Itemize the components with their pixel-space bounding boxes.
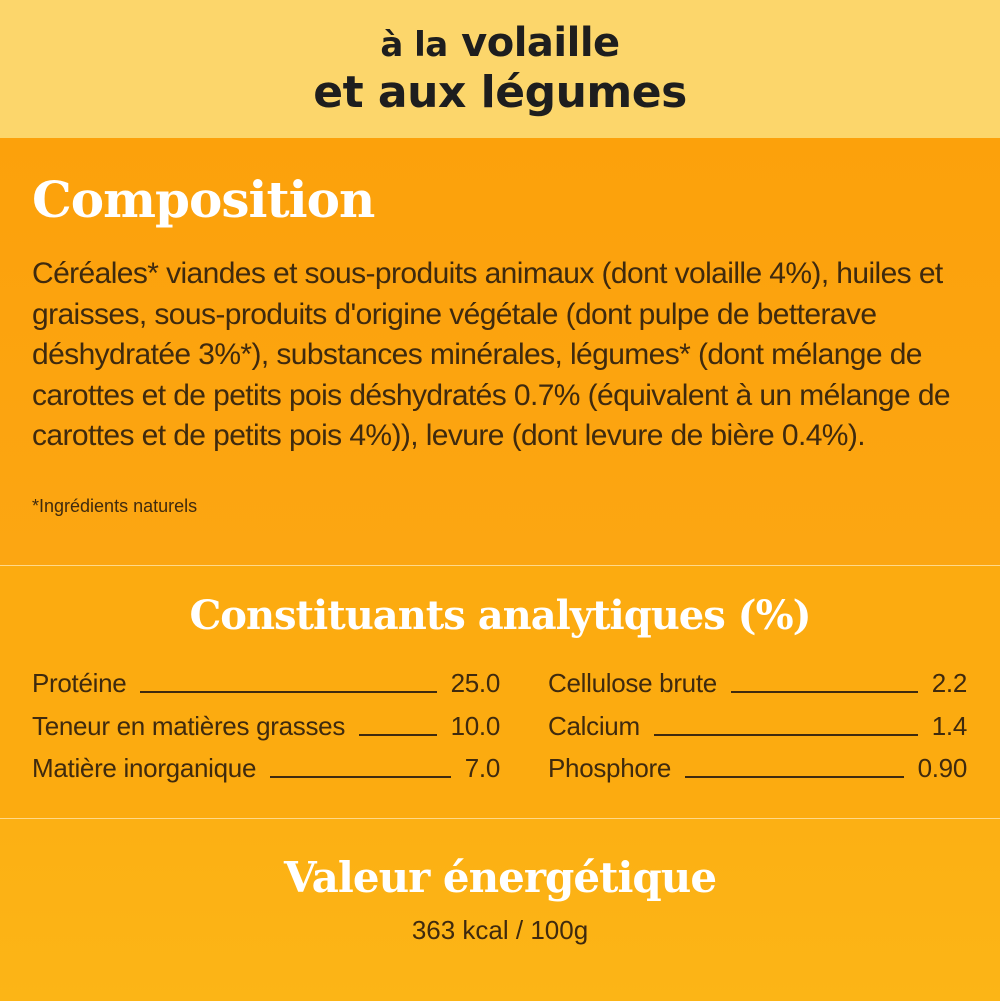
composition-text: Céréales* viandes et sous-produits animaux (dont volaille 4%), huiles et graisses, sous-produits d'origine végétale (dont pulpe de betterave déshydratée 3%*), substances minérales, légumes* (dont mélange de carottes et de petits pois déshydratés 0.7% (équivalent à un mélange de carottes et de petits pois 4%)), levure (dont levure de bière 0.4%). [32,257,951,452]
analytical-row-calcium [548,706,967,746]
row-value: 7.0 [464,752,500,783]
title-main-word: volaille [461,20,620,66]
row-value: 1.4 [931,710,967,741]
composition-footnote: *Ingrédients naturels [32,496,198,516]
leader-line [140,691,436,693]
title-prefix: à la [380,25,448,65]
row-label: Matière inorganique [32,752,257,783]
row-value: 0.90 [917,752,967,783]
leader-line [731,691,918,693]
analytical-row-protein [32,663,500,703]
row-label: Cellulose brute [548,667,717,698]
energy-value: 363 kcal / 100g [411,915,589,945]
composition-heading: Composition [32,170,375,229]
row-label: Teneur en matières grasses [32,710,346,741]
leader-line [270,776,451,778]
analytical-row-fat [32,706,500,746]
row-label: Protéine [32,667,127,698]
product-title-line-1 [0,18,1000,70]
analytical-section [0,565,1000,819]
analytical-row-ash [32,748,500,788]
analytical-heading: Constituants analytiques (%) [189,592,811,639]
composition-section [0,138,1000,565]
row-value: 25.0 [450,667,500,698]
row-value: 10.0 [450,710,500,741]
row-label: Calcium [548,710,640,741]
product-title-line-2: et aux légumes [313,67,687,118]
leader-line [359,734,437,736]
leader-line [654,734,918,736]
energy-section [0,818,1000,1001]
row-label: Phosphore [548,752,672,783]
row-value: 2.2 [931,667,967,698]
leader-line [685,776,904,778]
analytical-row-phosphorus [548,748,967,788]
energy-heading: Valeur énergétique [283,853,717,902]
analytical-row-fibre [548,663,967,703]
product-title-banner [0,0,1000,138]
